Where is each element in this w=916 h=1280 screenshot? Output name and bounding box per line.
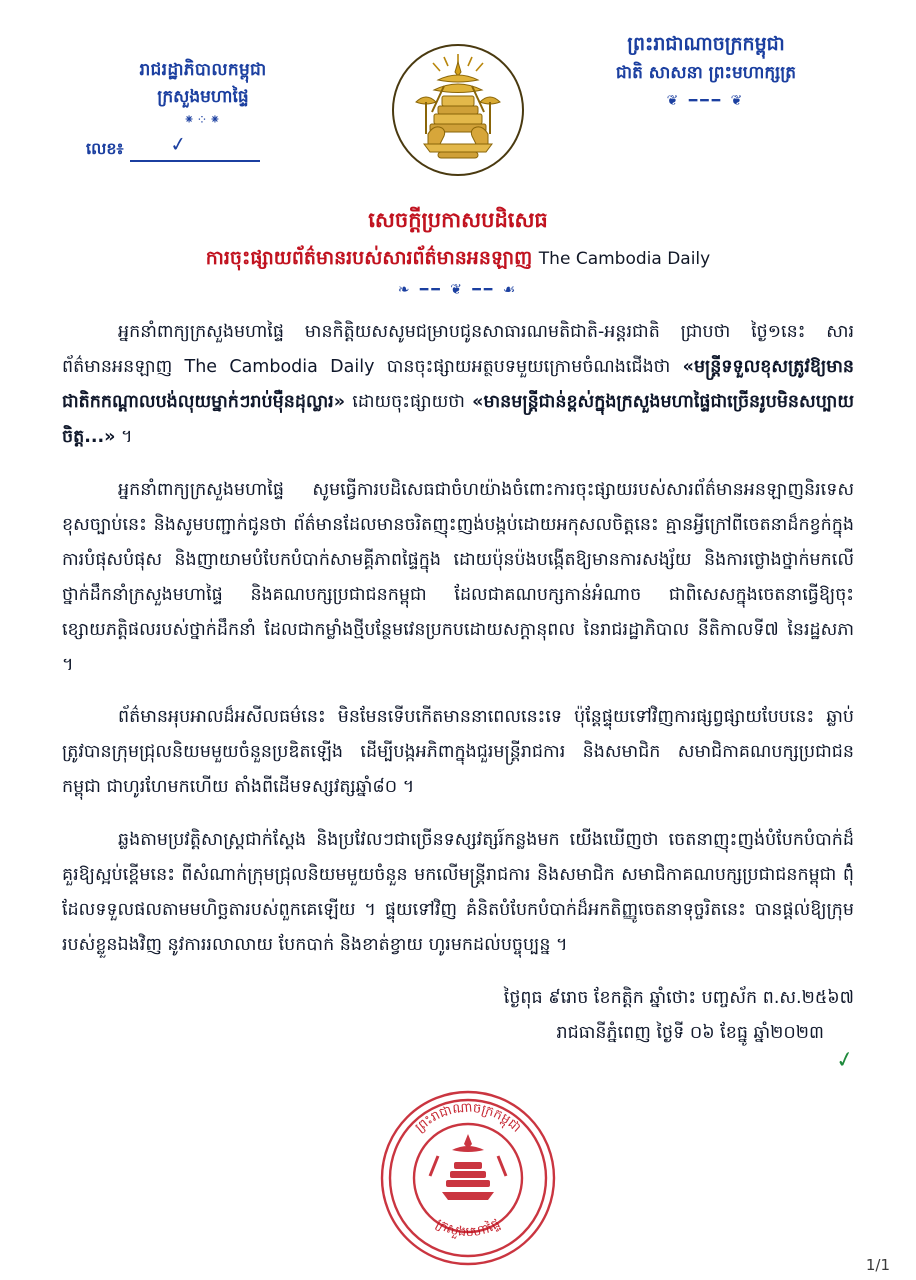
paragraph-1 (62, 315, 854, 455)
p2-run-0: អ្នកនាំពាក្យក្រសួងមហាផ្ទៃ សូមធ្វើការបដិសេធជាចំហយ៉ាងចំពោះការចុះផ្សាយរបស់សារព័ត៌មានអនឡាញនិរទេសខុសច្បាប់នេះ និងសូមបញ្ជាក់ជូនថា ព័ត៌មានដែលមានចរិតញុះញង់បង្កប់ដោយអកុសលចិត្តនេះ គ្មានអ្វីក្រៅពីចេតនាដ៏កខ្វក់ក្នុងការបំផុសបំផុស និងញាយាមបំបែកបំបាក់សាមគ្គីភាពផ្ទៃក្នុង ដោយប៉ុនប៉ងបង្កើតឱ្យមានការសង្ស័យ និងការថ្លោងថ្នាក់មកលើថ្នាក់ដឹកនាំក្រសួងមហាផ្ទៃ និងគណបក្សប្រជាជនកម្ពុជា ដែលជាគណបក្សកាន់អំណាច ជាពិសេសក្នុងចេតនាធ្វើឱ្យចុះខ្សោយភតិ្តផលរបស់ថ្នាក់ដឹកនាំ ដែលជាកម្លាំងថ្មីបន្ថែមវេនប្រកបដោយសក្ដានុពល នៃរាជរដ្ឋាភិបាល នីតិកាលទី៧ នៃរដ្ឋសភា ។ (62, 479, 854, 675)
official-seal-icon (368, 1078, 568, 1278)
document-body (62, 315, 854, 963)
right-ornament-icon: ❦ ━━━ ❦ (666, 93, 746, 110)
paragraph-4 (62, 823, 854, 963)
page-subtitle-latin: The Cambodia Daily (538, 248, 711, 269)
footer-date-khmer-calendar: ថ្ងៃពុធ ៩រោច ខែកត្តិក ឆ្នាំថោះ បញ្ចស័ក ព.ស.២៥៦៧ (503, 987, 854, 1008)
ministry-name: ក្រសួងមហាផ្ទៃ (157, 86, 249, 107)
page-subtitle (0, 242, 916, 274)
national-motto: ជាតិ សាសនា ព្រះមហាក្សត្រ (615, 62, 797, 83)
page-number: 1/1 (865, 1256, 890, 1274)
seal-text-bottom: ក្រសួងមហាផ្ទៃ (433, 1216, 503, 1241)
seal-text-top: ព្រះរាជាណាចក្រកម្ពុជា (412, 1100, 524, 1136)
paragraph-3 (62, 700, 854, 805)
p4-run-0: ឆ្លងតាមប្រវត្តិសាស្ត្រជាក់ស្ដែង និងប្រវែលៗជាច្រើនទស្សវត្សរ៍កន្លងមក យើងឃើញថា ចេតនាញុះញង់បំបែកបំបាក់ដ៏គួរឱ្យស្អប់ខ្ពើមនេះ ពីសំណាក់ក្រុមជ្រុលនិយមមួយចំនួន មកលើមន្ត្រីរាជការ និងសមាជិក សមាជិកាគណបក្សប្រជាជនកម្ពុជា ព៌ុំដែលទទួលផលតាមមហិច្ឆតារបស់ពួកគេឡើយ ។ ផ្ទុយទៅវិញ គំនិតបំបែកបំបាក់ដ៏អកតិញ្ញូចេតនាទុច្ចរិតនេះ បានផ្ដល់ឱ្យក្រុមរបស់ខ្លួនឯងវិញ នូវការរលាលាយ បែកបាក់ និងខាត់ខ្វាយ ហូរមកដល់បច្ចុប្បន្ន ។ (62, 829, 854, 955)
document-footer (62, 981, 854, 1051)
left-ornament-icon: ⁕⁘⁕ (183, 112, 223, 128)
paragraph-2 (62, 473, 854, 683)
handwritten-signature-icon: ✓ (833, 1046, 857, 1075)
page-subtitle-khmer: ការចុះផ្សាយព័ត៌មានរបស់សារព័ត៌មានអនឡាញ (205, 246, 533, 269)
svg-text:ក្រសួងមហាផ្ទៃ (433, 1215, 503, 1241)
government-name: រាជរដ្ឋាភិបាលកម្ពុជា (139, 60, 267, 80)
page-title: សេចក្ដីប្រកាសបដិសេធ (368, 208, 548, 232)
reference-number-label: លេខ៖ (86, 138, 124, 158)
title-divider-ornament-icon: ❧ ━━ ❦ ━━ ☙ (397, 281, 519, 298)
p1-run-2: ដោយចុះផ្សាយថា (345, 392, 473, 413)
cambodia-royal-emblem-icon (392, 44, 524, 176)
p1-run-4: ។ (115, 427, 133, 448)
header-left-block (78, 58, 328, 162)
p1-run-0: អ្នកនាំពាក្យក្រសួងមហាផ្ទៃ មានកិត្តិយសសូមជម្រាបជូនសាធារណមតិជាតិ-អន្តរជាតិ ជ្រាបថា ថ្ងៃ១នេះ សារព័ត៌មានអនឡាញ The Cambodia Daily បានចុះផ្សាយអត្ថបទមួយក្រោមចំណងជើងថា (62, 322, 854, 378)
p3-run-0: ព័ត៌មានអុបអាលដ៏អសីលធម៌នេះ មិនមែនទើបកើតមាននាពេលនេះទេ ប៉ុន្តែផ្ទុយទៅវិញការផ្សព្វផ្សាយបែបនេះ ឆ្លាប់ត្រូវបានក្រុមជ្រុលនិយមមួយចំនួនប្រឌិតឡើង ដើម្បីបង្កអភិពាក្នុងជួរមន្ត្រីរាជការ និងសមាជិក សមាជិកាគណបក្សប្រជាជនកម្ពុជា ជាហូរហែមកហើយ តាំងពីដើមទស្សវត្សឆ្នាំ៨០ ។ (62, 707, 854, 798)
document-title-block (0, 204, 916, 298)
reference-number-rule (130, 130, 260, 162)
reference-number-line (78, 130, 328, 162)
header-right-block (556, 30, 856, 109)
handwritten-check-icon: ✓ (167, 130, 188, 157)
p1-run-1: «មន្ត្រីទទួលខុសត្រូវឱ្យមានជាតិកកណ្ដាលបង់លុយម្នាក់ៗរាប់ម៉ឺនដុល្លារ» (62, 357, 854, 413)
kingdom-name: ព្រះរាជាណាចក្រកម្ពុជា (627, 33, 785, 55)
footer-date-gregorian: រាជធានីភ្នំពេញ ថ្ងៃទី ០៦ ខែធ្នូ ឆ្នាំ២០២៣ (556, 1022, 824, 1043)
svg-text:ព្រះរាជាណាចក្រកម្ពុជា (413, 1100, 524, 1135)
document-header (0, 0, 916, 200)
p1-run-3: «មានមន្ត្រីជាន់ខ្ពស់ក្នុងក្រសួងមហាផ្ទៃជាច្រើនរូបមិនសប្បាយចិត្ត...» (62, 392, 854, 448)
